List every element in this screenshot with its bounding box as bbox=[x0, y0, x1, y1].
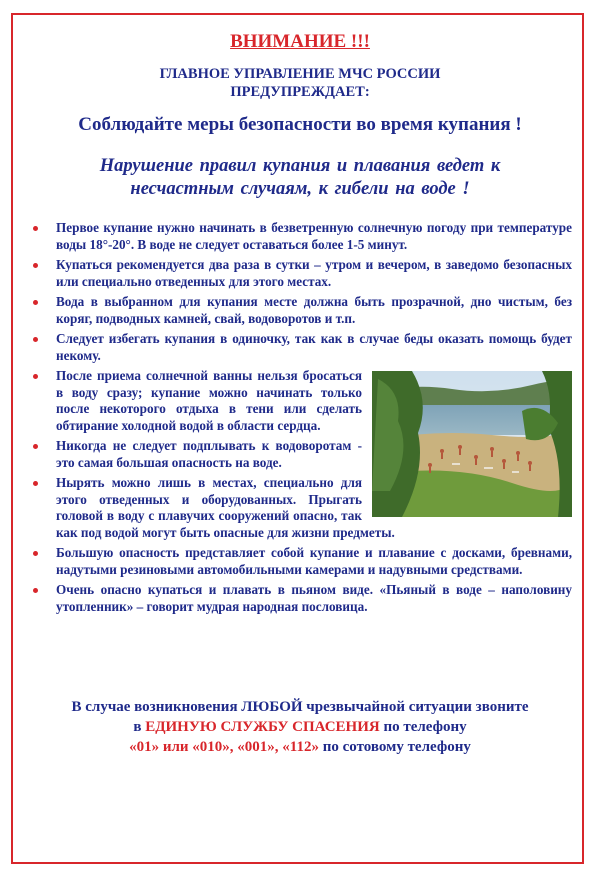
footer-prefix: в bbox=[133, 719, 142, 735]
org-line-2: ПРЕДУПРЕЖДАЕТ: bbox=[230, 84, 370, 100]
rule-text: Первое купание нужно начинать в безветренную солнечную погоду при температуре воды 18°-20°. В воде не следует оставаться более 1-5 минут. bbox=[56, 220, 572, 252]
list-item bbox=[26, 438, 572, 471]
footer-line-1: В случае возникновения ЛЮБОЙ чрезвычайной ситуации звоните bbox=[71, 699, 529, 715]
warning-line-1: Нарушение правил купания и плавания ведет к bbox=[99, 156, 501, 176]
bullet-icon bbox=[33, 551, 38, 556]
emergency-footer bbox=[20, 697, 580, 757]
warning-line-2: несчастным случаям, к гибели на воде ! bbox=[130, 179, 470, 199]
list-item bbox=[26, 294, 572, 327]
bullet-icon bbox=[33, 300, 38, 305]
main-headline: Соблюдайте меры безопасности во время купания ! bbox=[78, 114, 522, 135]
bullet-icon bbox=[33, 226, 38, 231]
list-item bbox=[26, 368, 572, 434]
list-item bbox=[26, 582, 572, 615]
bullet-icon bbox=[33, 481, 38, 486]
rule-text: Никогда не следует подплывать к водоворотам - это самая большая опасность на воде. bbox=[56, 438, 362, 470]
list-item bbox=[26, 475, 572, 541]
bullet-icon bbox=[33, 444, 38, 449]
list-item bbox=[26, 220, 572, 253]
rule-text: Вода в выбранном для купания месте должна быть прозрачной, дно чистым, без коряг, подводных камней, свай, водоворотов и т.п. bbox=[56, 294, 572, 326]
rule-text: Следует избегать купания в одиночку, так как в случае беды оказать помощь будет некому. bbox=[56, 331, 572, 363]
page-title: ВНИМАНИЕ !!! bbox=[230, 31, 370, 52]
rule-text: Купаться рекомендуется два раза в сутки – утром и вечером, в заведомо безопасных или специально отведенных для этого местах. bbox=[56, 257, 572, 289]
list-item bbox=[26, 257, 572, 290]
bullet-icon bbox=[33, 374, 38, 379]
safety-rules-list bbox=[26, 220, 572, 619]
emergency-numbers: «01» или «010», «001», «112» bbox=[129, 739, 319, 755]
footer-line-3 bbox=[20, 737, 580, 757]
bullet-icon bbox=[33, 337, 38, 342]
footer-suffix: по телефону bbox=[383, 719, 467, 735]
rescue-service-name: ЕДИНУЮ СЛУЖБУ СПАСЕНИЯ bbox=[145, 719, 380, 735]
warning-text bbox=[30, 155, 570, 201]
footer-line-2 bbox=[20, 717, 580, 737]
rule-text: Очень опасно купаться и плавать в пьяном виде. «Пьяный в воде – наполовину утопленник» – говорит мудрая народная пословица. bbox=[56, 582, 572, 614]
list-item bbox=[26, 545, 572, 578]
bullet-icon bbox=[33, 263, 38, 268]
org-line-1: ГЛАВНОЕ УПРАВЛЕНИЕ МЧС РОССИИ bbox=[159, 66, 441, 82]
rule-text: Большую опасность представляет собой купание и плавание с досками, бревнами, надутыми резиновыми автомобильными камерами и надувными средствами. bbox=[56, 545, 572, 577]
mobile-suffix: по сотовому телефону bbox=[322, 739, 471, 755]
rule-text: После приема солнечной ванны нельзя бросаться в воду сразу; купание можно начинать только после некоторого отдыха в тени или сделать обтирание холодной водой в области сердца. bbox=[56, 368, 362, 433]
organization-heading bbox=[0, 65, 600, 101]
rule-text: Нырять можно лишь в местах, специально для этого отведенных и оборудованных. Прыгать головой в воду с плавучих сооружений опасно, так как под водой могут быть опасные для жизни предметы. bbox=[56, 475, 395, 540]
bullet-icon bbox=[33, 588, 38, 593]
list-item bbox=[26, 331, 572, 364]
